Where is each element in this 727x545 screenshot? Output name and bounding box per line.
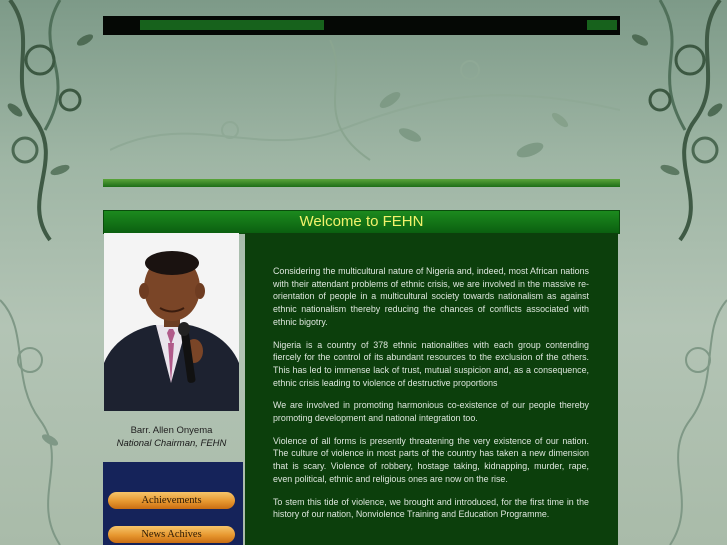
chairman-caption: [104, 424, 239, 450]
floral-decoration-center: [110, 40, 620, 175]
news-archives-button[interactable]: News Achives: [108, 526, 235, 543]
header-divider: [103, 179, 620, 187]
content-paragraph-5: To stem this tide of violence, we brought and introduced, for the first time in the history of our nation, Nonviolence Training and Education Programme.: [273, 496, 589, 520]
achievements-button[interactable]: Achievements: [108, 492, 235, 509]
portrait-illustration: [104, 233, 239, 411]
banner-accent-left: [140, 20, 324, 30]
main-content: [245, 233, 618, 545]
content-paragraph-2: Nigeria is a country of 378 ethnic nationalities with each group contending fiercely for the control of its abundant resources to the exclusion of the others. This has led to immense lack of trust, mutual suspicion and, as a consequence, ethnic crisis leading to violence of destructive proportions: [273, 339, 589, 388]
chairman-name: Barr. Allen Onyema: [130, 425, 213, 436]
floral-decoration-left: [0, 0, 110, 545]
floral-decoration-right: [620, 0, 727, 545]
side-menu: [103, 462, 243, 545]
content-paragraph-1: Considering the multicultural nature of Nigeria and, indeed, most African nations with their attendant problems of ethnic crisis, we are involved in the massive re-orientation of people in a multicultural society towards nationalism as against ethnic nationalism thereby reducing the chances of conflicts associated with ethnic bigotry.: [273, 266, 589, 327]
content-text: [273, 265, 589, 531]
chairman-role: National Chairman, FEHN: [116, 438, 227, 449]
content-paragraph-3: We are involved in promoting harmonious co-existence of our people thereby promoting development and national integration too.: [273, 400, 589, 424]
welcome-heading: Welcome to FEHN: [103, 210, 620, 234]
banner-accent-right: [587, 20, 617, 30]
content-paragraph-4: Violence of all forms is presently threatening the very existence of our nation. The culture of violence in most parts of the country has taken a new dimension that is scary. Violence of robbery, hostage taking, kidnapping, murder, rape, even political, ethnic and religious ones are now on the rise.: [273, 435, 589, 484]
chairman-photo: [104, 233, 239, 411]
top-banner-bar: [103, 16, 620, 35]
